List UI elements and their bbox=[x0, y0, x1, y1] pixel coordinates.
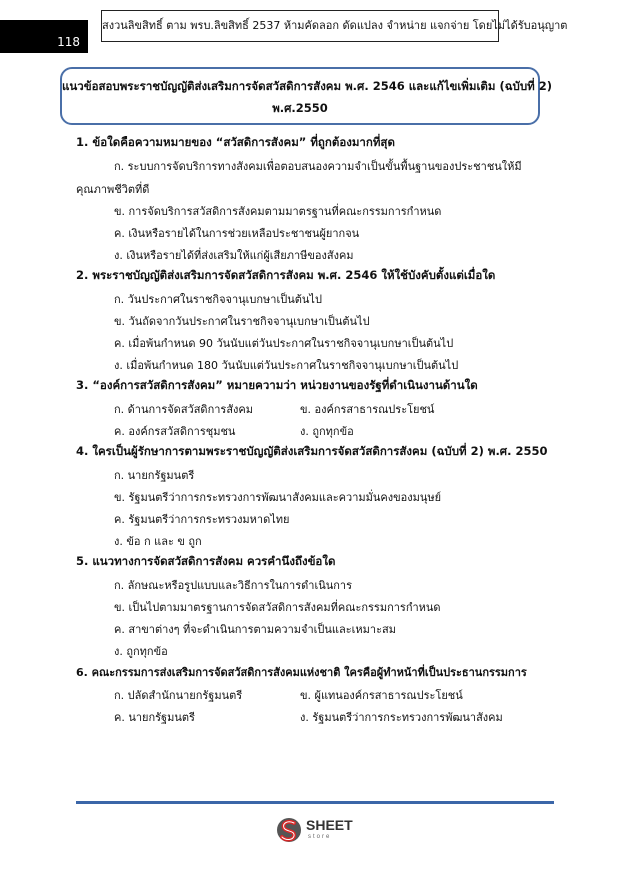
q5-option-a: ก. ลักษณะหรือรูปแบบและวิธีการในการดำเนินการ bbox=[114, 579, 353, 592]
question-4: 4. ใครเป็นผู้รักษาการตามพระราชบัญญัติส่งเสริมการจัดสวัสดิการสังคม (ฉบับที่ 2) พ.ศ. 2550 bbox=[76, 444, 548, 458]
q3-option-d: ง. ถูกทุกข้อ bbox=[300, 425, 354, 438]
q2-option-a: ก. วันประกาศในราชกิจจานุเบกษาเป็นต้นไป bbox=[114, 293, 322, 306]
question-5: 5. แนวทางการจัดสวัสดิการสังคม ควรคำนึงถึงข้อใด bbox=[76, 554, 336, 568]
footer-divider bbox=[76, 801, 554, 804]
q3-option-b: ข. องค์กรสาธารณประโยชน์ bbox=[300, 403, 435, 416]
q6-option-a: ก. ปลัดสำนักนายกรัฐมนตรี bbox=[114, 689, 243, 702]
q2-option-c: ค. เมื่อพ้นกำหนด 90 วันนับแต่วันประกาศในราชกิจจานุเบกษาเป็นต้นไป bbox=[114, 337, 454, 350]
page-number-box bbox=[0, 20, 88, 53]
q3-option-a: ก. ด้านการจัดสวัสดิการสังคม bbox=[114, 403, 254, 416]
logo-text: SHEET bbox=[306, 817, 353, 833]
q1-option-a-cont: คุณภาพชีวิตที่ดี bbox=[76, 183, 150, 196]
question-6: 6. คณะกรรมการส่งเสริมการจัดสวัสดิการสังคมแห่งชาติ ใครคือผู้ทำหน้าที่เป็นประธานกรรมการ bbox=[76, 666, 527, 679]
title-line-2: พ.ศ.2550 bbox=[272, 101, 328, 115]
title-line-1: แนวข้อสอบพระราชบัญญัติส่งเสริมการจัดสวัสดิการสังคม พ.ศ. 2546 และแก้ไขเพิ่มเติม (ฉบับที่ 2) bbox=[62, 79, 552, 93]
question-1: 1. ข้อใดคือความหมายของ “สวัสดิการสังคม” ที่ถูกต้องมากที่สุด bbox=[76, 135, 395, 149]
q5-option-c: ค. สาขาต่างๆ ที่จะดำเนินการตามความจำเป็นและเหมาะสม bbox=[114, 623, 396, 636]
q6-option-d: ง. รัฐมนตรีว่าการกระทรวงการพัฒนาสังคม bbox=[300, 711, 503, 724]
sheet-store-logo bbox=[276, 815, 366, 845]
page-number: 118 bbox=[57, 35, 80, 49]
q1-option-a: ก. ระบบการจัดบริการทางสังคมเพื่อตอบสนองความจำเป็นขั้นพื้นฐานของประชาชนให้มี bbox=[114, 160, 522, 173]
q5-option-d: ง. ถูกทุกข้อ bbox=[114, 645, 168, 658]
q4-option-a: ก. นายกรัฐมนตรี bbox=[114, 469, 195, 482]
copyright-header: สงวนลิขสิทธิ์ ตาม พรบ.ลิขสิทธิ์ 2537 ห้ามคัดลอก ดัดแปลง จำหน่าย แจกจ่าย โดยไม่ได้รับอนุญาต bbox=[101, 10, 499, 42]
sheet-store-s-logo-icon bbox=[276, 815, 302, 845]
question-3: 3. “องค์การสวัสดิการสังคม” หมายความว่า หน่วยงานของรัฐที่ดำเนินงานด้านใด bbox=[76, 378, 478, 392]
q4-option-c: ค. รัฐมนตรีว่าการกระทรวงมหาดไทย bbox=[114, 513, 290, 526]
q4-option-d: ง. ข้อ ก และ ข ถูก bbox=[114, 535, 202, 548]
q6-option-c: ค. นายกรัฐมนตรี bbox=[114, 711, 195, 724]
q1-option-c: ค. เงินหรือรายได้ในการช่วยเหลือประชาชนผู้ยากจน bbox=[114, 227, 360, 240]
document-title bbox=[60, 67, 552, 125]
q5-option-b: ข. เป็นไปตามมาตรฐานการจัดสวัสดิการสังคมที่คณะกรรมการกำหนด bbox=[114, 601, 441, 614]
q3-option-c: ค. องค์กรสวัสดิการชุมชน bbox=[114, 425, 236, 438]
q1-option-b: ข. การจัดบริการสวัสดิการสังคมตามมาตรฐานที่คณะกรรมการกำหนด bbox=[114, 205, 442, 218]
q2-option-b: ข. วันถัดจากวันประกาศในราชกิจจานุเบกษาเป็นต้นไป bbox=[114, 315, 370, 328]
q2-option-d: ง. เมื่อพ้นกำหนด 180 วันนับแต่วันประกาศในราชกิจจานุเบกษาเป็นต้นไป bbox=[114, 359, 459, 372]
q1-option-d: ง. เงินหรือรายได้ที่ส่งเสริมให้แก่ผู้เสียภาษีของสังคม bbox=[114, 249, 354, 262]
q6-option-b: ข. ผู้แทนองค์กรสาธารณประโยชน์ bbox=[300, 689, 463, 702]
logo-subtext: store bbox=[308, 834, 332, 840]
question-2: 2. พระราชบัญญัติส่งเสริมการจัดสวัสดิการสังคม พ.ศ. 2546 ให้ใช้บังคับตั้งแต่เมื่อใด bbox=[76, 268, 496, 282]
q4-option-b: ข. รัฐมนตรีว่าการกระทรวงการพัฒนาสังคมและความมั่นคงของมนุษย์ bbox=[114, 491, 442, 504]
